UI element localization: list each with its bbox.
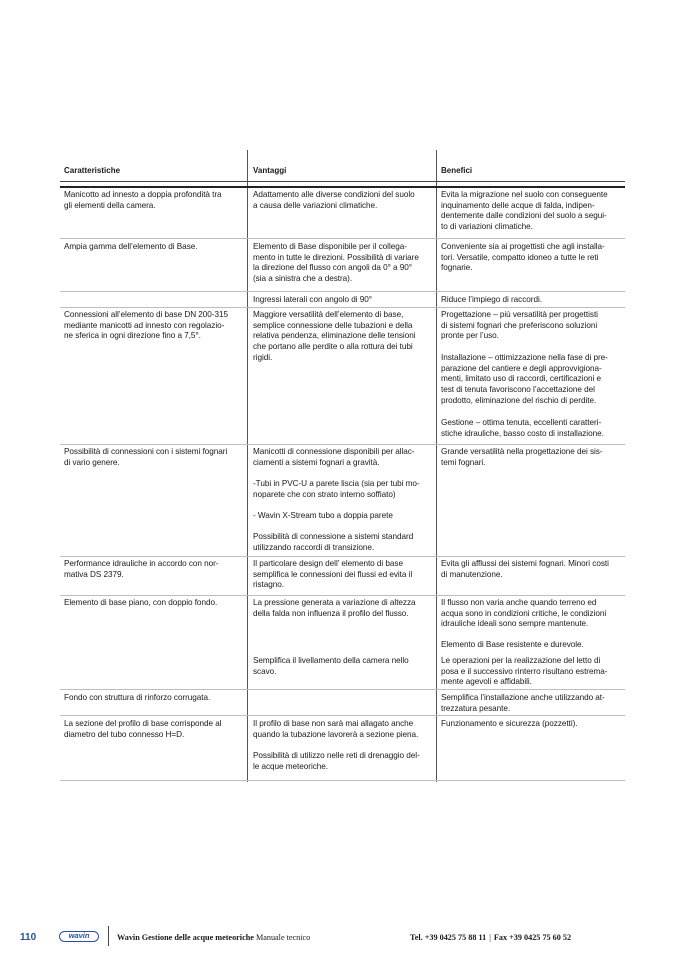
table-cell: Semplifica l’installazione anche utilizzando at- trezzatura pesante.: [441, 693, 605, 713]
table-cell: Ampia gamma dell’elemento di Base.: [64, 242, 198, 251]
page-footer: [0, 922, 678, 952]
footer-separator: |: [489, 933, 491, 942]
table-cell: Evita la migrazione nel suolo con conseguente inquinamento delle acque di falda, indipen- dentemente dalle condizioni del suolo a segui- to di variazioni climatiche.: [441, 190, 608, 232]
table-cell: Performance idrauliche in accordo con nor- mativa DS 2379.: [64, 559, 219, 579]
table-cell: Il particolare design dell’ elemento di base semplifica le connessioni dei flussi ed evita il ristagno.: [253, 559, 413, 590]
table-cell: Manicotti di connessione disponibili per allac- ciamenti a sistemi fognari a gravità.: [253, 447, 415, 467]
table-cell: -Tubi in PVC-U a parete liscia (sia per tubi mo- noparete che con strato interno soffiato): [253, 479, 420, 499]
header-caratteristiche: Caratteristiche: [64, 166, 121, 175]
table-cell: Elemento di Base resistente e durevole.: [441, 640, 584, 649]
row-divider: [60, 291, 625, 292]
table-cell: Manicotto ad innesto a doppia profondità tra gli elementi della camera.: [64, 190, 222, 210]
header-rule: [60, 181, 625, 182]
table-cell: Installazione – ottimizzazione nella fase di pre- parazione del cantiere e degli approvvigiona- menti, limitato uso di raccordi, certificazioni e test di tenuta favoriscono l’accettazione del prodotto, eliminazione del rischio di perdite.: [441, 353, 608, 405]
column-divider: [247, 150, 248, 782]
header-vantaggi: Vantaggi: [253, 166, 287, 175]
table-cell: Grande versatilità nella progettazione dei sis- temi fognari.: [441, 447, 603, 467]
table-cell: Adattamento alle diverse condizioni del suolo a causa delle variazioni climatiche.: [253, 190, 415, 210]
row-divider: [60, 780, 625, 781]
page-number: 110: [20, 932, 37, 943]
row-divider: [60, 444, 625, 445]
footer-title-normal: Manuale tecnico: [255, 933, 311, 942]
header-rule: [60, 186, 625, 188]
footer-title-bold: Wavin Gestione delle acque meteoriche: [117, 933, 254, 942]
table-cell: Evita gli afflussi dei sistemi fognari. Minori costi di manutenzione.: [441, 559, 609, 579]
table-cell: Possibilità di utilizzo nelle reti di drenaggio del- le acque meteoriche.: [253, 751, 420, 771]
row-divider: [60, 595, 625, 596]
table-cell: Maggiore versatilità dell’elemento di base, semplice connessione delle tubazioni e della relativa pendenza, eliminazione delle tensioni che portano alle perdite o alla rottura dei tubi rigidi.: [253, 310, 416, 362]
table-cell: La pressione generata a variazione di altezza della falda non influenza il profilo del flusso.: [253, 598, 416, 618]
row-divider: [60, 238, 625, 239]
row-divider: [60, 556, 625, 557]
table-cell: Progettazione – più versatilità per progettisti di sistemi fognari che preferiscono soluzioni pronte per l’uso.: [441, 310, 598, 341]
table-cell: Funzionamento e sicurezza (pozzetti).: [441, 719, 578, 728]
footer-fax: Fax +39 0425 75 60 52: [493, 933, 572, 942]
table-cell: Le operazioni per la realizzazione del letto di posa e il successivo rinterro risultano estrema- mente agevoli e affidabili.: [441, 656, 608, 687]
table-cell: Possibilità di connessioni con i sistemi fognari di vario genere.: [64, 447, 228, 467]
table-cell: Il flusso non varia anche quando terreno ed acqua sono in condizioni critiche, le condizioni idrauliche ideali sono sempre mantenute.: [441, 598, 607, 629]
header-benefici: Benefici: [441, 166, 473, 175]
table-cell: Elemento di Base disponibile per il collega- mento in tutte le direzioni. Possibilità di variare la direzione del flusso con angoli da 0° a 90° (sia a sinistra che a destra).: [253, 242, 419, 284]
table-cell: Ingressi laterali con angolo di 90°: [253, 295, 372, 304]
table-cell: Possibilità di connessione a sistemi standard utilizzando raccordi di transizione.: [253, 532, 414, 552]
footer-title: [117, 933, 310, 942]
column-divider: [436, 150, 437, 782]
table-cell: Gestione – ottima tenuta, eccellenti caratteri- stiche idrauliche, basso costo di installazione.: [441, 418, 604, 438]
table-cell: Il profilo di base non sarà mai allagato anche quando la tubazione lavorerà a sezione piena.: [253, 719, 419, 739]
table-cell: Fondo con struttura di rinforzo corrugata.: [64, 693, 211, 702]
row-divider: [60, 689, 625, 690]
table-cell: Connessioni all’elemento di base DN 200-315 mediante manicotti ad innesto con regolazio- ne sferica in ogni direzione fino a 7,5°.: [64, 310, 228, 341]
footer-divider: [108, 926, 109, 946]
table-cell: Elemento di base piano, con doppio fondo.: [64, 598, 218, 607]
wavin-logo: wavin: [59, 931, 99, 942]
table-cell: Riduce l’impiego di raccordi.: [441, 295, 542, 304]
table-cell: Semplifica il livellamento della camera nello scavo.: [253, 656, 409, 676]
features-table: [60, 150, 625, 782]
row-divider: [60, 307, 625, 308]
row-divider: [60, 715, 625, 716]
table-cell: Conveniente sia ai progettisti che agli installa- tori. Versatile, compatto idoneo a tutte le reti fognarie.: [441, 242, 605, 273]
table-cell: La sezione del profilo di base corrisponde al diametro del tubo connesso H=D.: [64, 719, 222, 739]
footer-contact: [410, 933, 571, 942]
table-cell: - Wavin X-Stream tubo a doppia parete: [253, 511, 393, 520]
footer-tel: Tel. +39 0425 75 88 11: [410, 933, 487, 942]
